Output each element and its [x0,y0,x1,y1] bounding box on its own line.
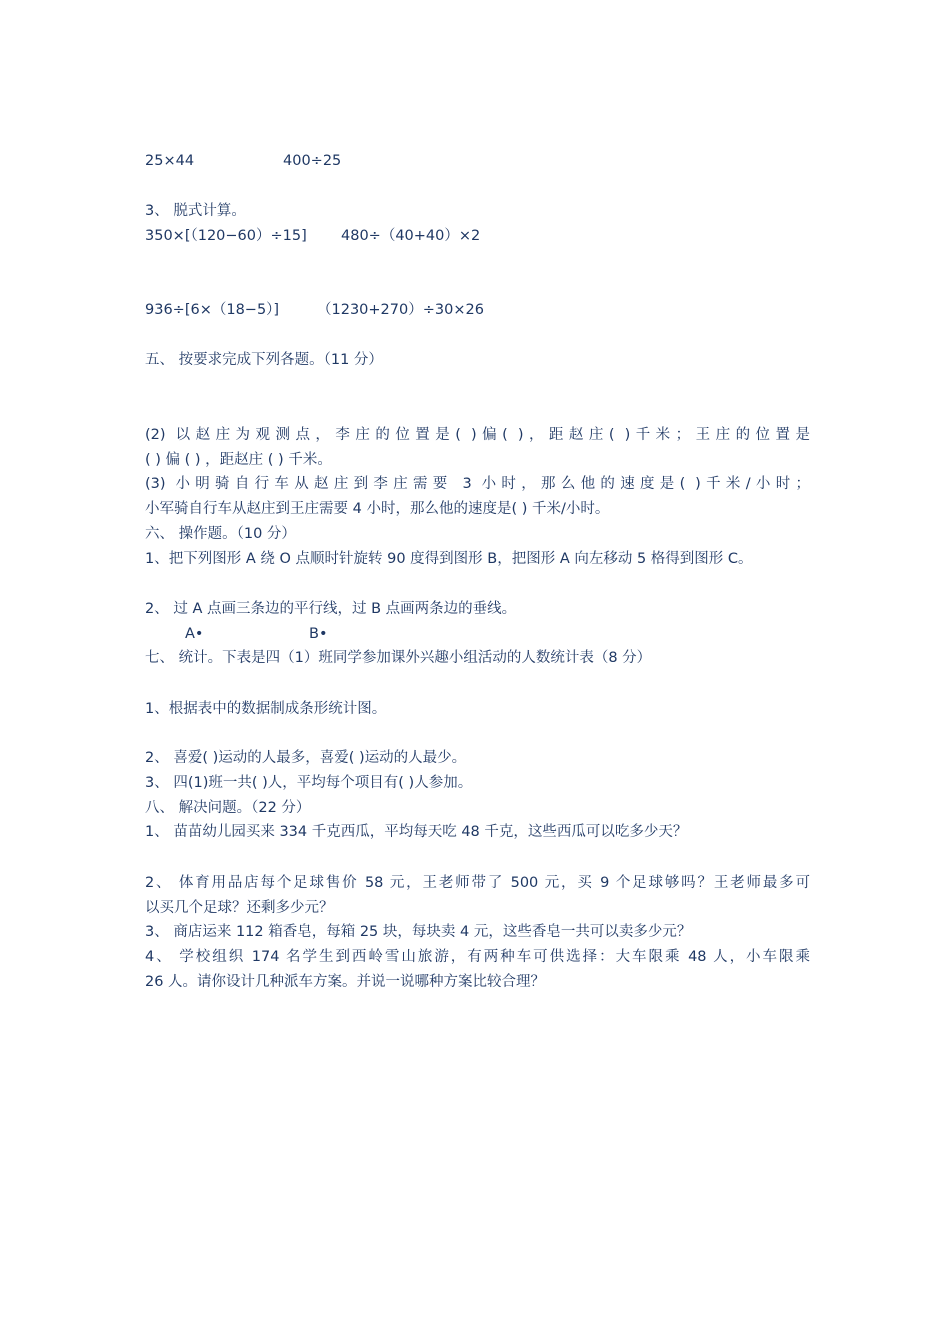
point-b-label: B• [309,626,328,642]
question-5-3-line-2: 小军骑自行车从赵庄到王庄需要 4 小时，那么他的速度是( ) 千米/小时。 [145,501,610,517]
question-5-3-line-1: (3) 小明骑自行车从赵庄到李庄需要 3 小时，那么他的速度是( )千米/小时； [145,476,810,492]
question-6-2: 2、 过 A 点画三条边的平行线，过 B 点画两条边的垂线。 [145,601,517,617]
question-8-3: 3、 商店运来 112 箱香皂，每箱 25 块，每块卖 4 元，这些香皂一共可以卖多少元？ [145,924,692,940]
section-6-heading: 六、 操作题。（10 分） [145,526,296,542]
step-calc-expression-1: 350×[（120−60）÷15] [145,228,307,244]
step-calc-expression-3: 936÷[6×（18−5）] [145,302,280,318]
question-8-4-line-1: 4、 学校组织 174 名学生到西岭雪山旅游，有两种车可供选择：大车限乘 48 人，小车限乘 [145,949,810,965]
section-7-heading: 七、 统计。下表是四（1）班同学参加课外兴趣小组活动的人数统计表（8 分） [145,650,652,666]
question-8-1: 1、 苗苗幼儿园买来 334 千克西瓜，平均每天吃 48 千克，这些西瓜可以吃多少天？ [145,824,688,840]
question-5-2-line-1: (2) 以赵庄为观测点，李庄的位置是( )偏( )，距赵庄( )千米；王庄的位置是 [145,427,810,443]
step-calc-expression-4: （1230+270）÷30×26 [317,302,484,318]
question-7-1: 1、根据表中的数据制成条形统计图。 [145,701,387,717]
question-7-3: 3、 四(1)班一共( )人，平均每个项目有( )人参加。 [145,775,473,791]
question-7-2: 2、 喜爱( )运动的人最多，喜爱( )运动的人最少。 [145,750,467,766]
calc-expression-2: 400÷25 [283,153,342,169]
question-8-2-line-2: 以买几个足球？还剩多少元？ [145,900,334,916]
step-calc-expression-2: 480÷（40+40）×2 [341,228,481,244]
question-5-2-line-2: ( ) 偏 ( ) ，距赵庄 ( ) 千米。 [145,452,332,468]
question-6-1: 1、把下列图形 A 绕 O 点顺时针旋转 90 度得到图形 B，把图形 A 向左移动 5 格得到图形 C。 [145,551,753,567]
section-3-heading: 3、 脱式计算。 [145,203,246,219]
calc-expression-1: 25×44 [145,153,195,169]
question-8-2-line-1: 2、 体育用品店每个足球售价 58 元，王老师带了 500 元，买 9 个足球够吗？王老师最多可 [145,875,810,891]
section-5-heading: 五、 按要求完成下列各题。（11 分） [145,352,383,368]
point-a-label: A• [185,626,204,642]
section-8-heading: 八、 解决问题。（22 分） [145,800,311,816]
question-8-4-line-2: 26 人。请你设计几种派车方案。并说一说哪种方案比较合理？ [145,974,546,990]
